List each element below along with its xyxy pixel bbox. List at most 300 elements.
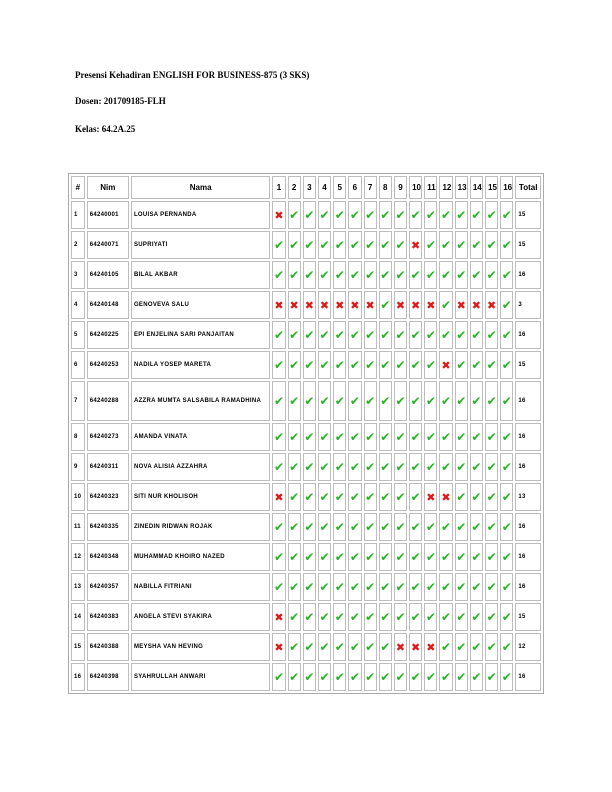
check-icon: ✔ (410, 610, 421, 624)
attendance-cell (333, 573, 346, 601)
check-icon: ✔ (501, 490, 512, 504)
attendance-cell (455, 321, 468, 349)
attendance-cell (500, 483, 513, 511)
check-icon: ✔ (380, 460, 391, 474)
attendance-cell (272, 453, 285, 481)
table-row (71, 351, 541, 379)
attendance-cell (379, 261, 392, 289)
attendance-cell (470, 453, 483, 481)
student-nim: 64240311 (87, 453, 129, 481)
attendance-cell (272, 663, 285, 691)
cross-icon: ✖ (486, 298, 497, 312)
check-icon: ✔ (319, 490, 330, 504)
check-icon: ✔ (456, 670, 467, 684)
table-row (71, 633, 541, 661)
row-number: 4 (71, 291, 85, 319)
attendance-cell (272, 201, 285, 229)
attendance-cell (272, 513, 285, 541)
check-icon: ✔ (319, 238, 330, 252)
attendance-cell (379, 573, 392, 601)
check-icon: ✔ (289, 358, 300, 372)
check-icon: ✔ (319, 394, 330, 408)
attendance-cell (424, 321, 437, 349)
attendance-cell (424, 483, 437, 511)
check-icon: ✔ (471, 490, 482, 504)
attendance-cell (288, 231, 301, 259)
attendance-cell (272, 543, 285, 571)
check-icon: ✔ (410, 394, 421, 408)
check-icon: ✔ (289, 208, 300, 222)
attendance-cell (318, 423, 331, 451)
attendance-total: 16 (515, 261, 541, 289)
attendance-cell (318, 483, 331, 511)
check-icon: ✔ (380, 520, 391, 534)
check-icon: ✔ (380, 268, 391, 282)
student-name: SITI NUR KHOLISOH (131, 483, 270, 511)
check-icon: ✔ (456, 550, 467, 564)
check-icon: ✔ (486, 580, 497, 594)
row-number: 11 (71, 513, 85, 541)
cross-icon: ✖ (289, 298, 299, 312)
check-icon: ✔ (410, 520, 421, 534)
check-icon: ✔ (349, 490, 360, 504)
attendance-cell (439, 291, 452, 319)
student-name: SYAHRULLAH ANWARI (131, 663, 270, 691)
check-icon: ✔ (456, 490, 467, 504)
attendance-cell (303, 423, 316, 451)
check-icon: ✔ (349, 328, 360, 342)
check-icon: ✔ (395, 358, 406, 372)
check-icon: ✔ (304, 670, 315, 684)
attendance-cell (348, 261, 361, 289)
check-icon: ✔ (319, 268, 330, 282)
row-number: 15 (71, 633, 85, 661)
check-icon: ✔ (289, 430, 300, 444)
attendance-cell (364, 603, 377, 631)
check-icon: ✔ (425, 460, 436, 474)
check-icon: ✔ (471, 550, 482, 564)
attendance-cell (424, 201, 437, 229)
check-icon: ✔ (334, 580, 345, 594)
attendance-cell (409, 603, 422, 631)
attendance-cell (409, 201, 422, 229)
check-icon: ✔ (319, 460, 330, 474)
attendance-cell (379, 201, 392, 229)
attendance-cell (379, 513, 392, 541)
attendance-cell (379, 603, 392, 631)
student-nim: 64240273 (87, 423, 129, 451)
attendance-cell (394, 543, 407, 571)
row-number: 3 (71, 261, 85, 289)
check-icon: ✔ (456, 394, 467, 408)
attendance-cell (470, 231, 483, 259)
student-nim: 64240398 (87, 663, 129, 691)
check-icon: ✔ (319, 610, 330, 624)
attendance-cell (470, 261, 483, 289)
attendance-cell (379, 633, 392, 661)
attendance-cell (333, 483, 346, 511)
attendance-cell (439, 231, 452, 259)
attendance-total: 16 (515, 573, 541, 601)
check-icon: ✔ (365, 580, 376, 594)
attendance-cell (394, 513, 407, 541)
column-header: 16 (500, 176, 513, 199)
check-icon: ✔ (456, 520, 467, 534)
attendance-cell (333, 381, 346, 421)
check-icon: ✔ (456, 430, 467, 444)
check-icon: ✔ (334, 490, 345, 504)
check-icon: ✔ (441, 268, 452, 282)
check-icon: ✔ (425, 358, 436, 372)
attendance-cell (485, 291, 498, 319)
attendance-cell (485, 483, 498, 511)
check-icon: ✔ (365, 430, 376, 444)
check-icon: ✔ (380, 394, 391, 408)
check-icon: ✔ (304, 430, 315, 444)
student-nim: 64240357 (87, 573, 129, 601)
attendance-cell (500, 291, 513, 319)
check-icon: ✔ (273, 328, 284, 342)
attendance-cell (272, 603, 285, 631)
attendance-cell (303, 231, 316, 259)
attendance-cell (424, 453, 437, 481)
attendance-cell (318, 573, 331, 601)
check-icon: ✔ (304, 358, 315, 372)
attendance-cell (394, 453, 407, 481)
check-icon: ✔ (486, 358, 497, 372)
check-icon: ✔ (289, 238, 300, 252)
attendance-cell (409, 381, 422, 421)
attendance-cell (424, 573, 437, 601)
table-row (71, 321, 541, 349)
check-icon: ✔ (410, 268, 421, 282)
check-icon: ✔ (471, 430, 482, 444)
check-icon: ✔ (380, 328, 391, 342)
check-icon: ✔ (273, 394, 284, 408)
attendance-cell (439, 543, 452, 571)
check-icon: ✔ (456, 640, 467, 654)
attendance-cell (288, 201, 301, 229)
check-icon: ✔ (471, 328, 482, 342)
check-icon: ✔ (319, 670, 330, 684)
check-icon: ✔ (425, 394, 436, 408)
check-icon: ✔ (486, 520, 497, 534)
attendance-cell (485, 321, 498, 349)
attendance-cell (272, 351, 285, 379)
attendance-cell (470, 351, 483, 379)
cross-icon: ✖ (395, 640, 406, 654)
check-icon: ✔ (365, 208, 376, 222)
check-icon: ✔ (441, 670, 452, 684)
attendance-cell (379, 663, 392, 691)
attendance-cell (500, 381, 513, 421)
attendance-cell (272, 321, 285, 349)
student-nim: 64240071 (87, 231, 129, 259)
table-row (71, 231, 541, 259)
check-icon: ✔ (456, 268, 467, 282)
attendance-cell (303, 291, 316, 319)
check-icon: ✔ (319, 208, 330, 222)
attendance-cell (424, 381, 437, 421)
attendance-cell (318, 291, 331, 319)
check-icon: ✔ (471, 394, 482, 408)
student-name: LOUISA PERNANDA (131, 201, 270, 229)
student-nim: 64240348 (87, 543, 129, 571)
attendance-cell (394, 381, 407, 421)
attendance-cell (333, 201, 346, 229)
attendance-cell (318, 201, 331, 229)
attendance-cell (409, 453, 422, 481)
check-icon: ✔ (425, 430, 436, 444)
check-icon: ✔ (501, 358, 512, 372)
check-icon: ✔ (349, 640, 360, 654)
attendance-cell (288, 291, 301, 319)
check-icon: ✔ (395, 460, 406, 474)
attendance-cell (485, 663, 498, 691)
check-icon: ✔ (456, 610, 467, 624)
student-name: ZINEDIN RIDWAN ROJAK (131, 513, 270, 541)
attendance-cell (379, 483, 392, 511)
check-icon: ✔ (334, 268, 345, 282)
check-icon: ✔ (501, 460, 512, 474)
student-nim: 64240335 (87, 513, 129, 541)
check-icon: ✔ (425, 520, 436, 534)
attendance-cell (333, 513, 346, 541)
check-icon: ✔ (349, 394, 360, 408)
check-icon: ✔ (349, 610, 360, 624)
attendance-cell (470, 291, 483, 319)
student-nim: 64240225 (87, 321, 129, 349)
check-icon: ✔ (410, 328, 421, 342)
table-row (71, 603, 541, 631)
check-icon: ✔ (334, 238, 345, 252)
check-icon: ✔ (441, 580, 452, 594)
check-icon: ✔ (395, 208, 406, 222)
check-icon: ✔ (365, 550, 376, 564)
check-icon: ✔ (456, 238, 467, 252)
check-icon: ✔ (395, 520, 406, 534)
check-icon: ✔ (486, 550, 497, 564)
attendance-cell (394, 291, 407, 319)
check-icon: ✔ (304, 208, 315, 222)
attendance-cell (439, 603, 452, 631)
check-icon: ✔ (471, 268, 482, 282)
attendance-cell (333, 663, 346, 691)
attendance-total: 12 (515, 633, 541, 661)
check-icon: ✔ (304, 238, 315, 252)
attendance-cell (272, 483, 285, 511)
check-icon: ✔ (486, 268, 497, 282)
check-icon: ✔ (334, 520, 345, 534)
row-number: 9 (71, 453, 85, 481)
check-icon: ✔ (365, 358, 376, 372)
attendance-cell (303, 633, 316, 661)
attendance-cell (470, 573, 483, 601)
attendance-total: 13 (515, 483, 541, 511)
attendance-cell (455, 231, 468, 259)
attendance-cell (500, 543, 513, 571)
column-header: 4 (318, 176, 331, 199)
column-header: 3 (303, 176, 316, 199)
check-icon: ✔ (349, 520, 360, 534)
attendance-cell (424, 261, 437, 289)
check-icon: ✔ (289, 328, 300, 342)
check-icon: ✔ (349, 670, 360, 684)
attendance-cell (394, 633, 407, 661)
attendance-total: 16 (515, 513, 541, 541)
attendance-cell (288, 321, 301, 349)
check-icon: ✔ (365, 640, 376, 654)
attendance-cell (288, 513, 301, 541)
check-icon: ✔ (334, 550, 345, 564)
attendance-cell (470, 513, 483, 541)
check-icon: ✔ (441, 520, 452, 534)
check-icon: ✔ (380, 640, 391, 654)
attendance-cell (409, 351, 422, 379)
row-number: 7 (71, 381, 85, 421)
attendance-cell (303, 483, 316, 511)
attendance-cell (409, 261, 422, 289)
attendance-cell (409, 663, 422, 691)
check-icon: ✔ (471, 520, 482, 534)
attendance-cell (439, 423, 452, 451)
check-icon: ✔ (319, 430, 330, 444)
attendance-total: 15 (515, 351, 541, 379)
column-header: 6 (348, 176, 361, 199)
attendance-cell (364, 483, 377, 511)
attendance-cell (318, 663, 331, 691)
attendance-cell (348, 381, 361, 421)
column-header: 5 (333, 176, 346, 199)
check-icon: ✔ (380, 550, 391, 564)
attendance-cell (485, 261, 498, 289)
attendance-cell (394, 663, 407, 691)
check-icon: ✔ (441, 460, 452, 474)
student-nim: 64240105 (87, 261, 129, 289)
check-icon: ✔ (319, 328, 330, 342)
attendance-cell (485, 351, 498, 379)
check-icon: ✔ (349, 208, 360, 222)
attendance-cell (364, 543, 377, 571)
check-icon: ✔ (486, 640, 497, 654)
column-header: Total (515, 176, 541, 199)
check-icon: ✔ (334, 640, 345, 654)
row-number: 8 (71, 423, 85, 451)
check-icon: ✔ (334, 358, 345, 372)
attendance-cell (318, 261, 331, 289)
check-icon: ✔ (380, 670, 391, 684)
check-icon: ✔ (395, 610, 406, 624)
check-icon: ✔ (425, 550, 436, 564)
column-header: 10 (409, 176, 422, 199)
row-number: 13 (71, 573, 85, 601)
attendance-cell (318, 321, 331, 349)
check-icon: ✔ (304, 394, 315, 408)
attendance-cell (409, 291, 422, 319)
check-icon: ✔ (441, 208, 452, 222)
attendance-cell (409, 321, 422, 349)
attendance-cell (318, 351, 331, 379)
table-row (71, 573, 541, 601)
attendance-cell (485, 543, 498, 571)
attendance-cell (348, 543, 361, 571)
check-icon: ✔ (486, 238, 497, 252)
check-icon: ✔ (380, 298, 391, 312)
cross-icon: ✖ (274, 610, 284, 624)
attendance-cell (364, 573, 377, 601)
attendance-cell (455, 573, 468, 601)
check-icon: ✔ (486, 430, 497, 444)
attendance-cell (348, 351, 361, 379)
attendance-cell (364, 381, 377, 421)
student-name: NADILA YOSEP MARETA (131, 351, 270, 379)
attendance-cell (379, 381, 392, 421)
lecturer-label: Dosen: 201709185-FLH (75, 96, 166, 106)
attendance-cell (424, 513, 437, 541)
check-icon: ✔ (319, 520, 330, 534)
attendance-cell (470, 381, 483, 421)
check-icon: ✔ (471, 610, 482, 624)
check-icon: ✔ (365, 328, 376, 342)
column-header: 9 (394, 176, 407, 199)
check-icon: ✔ (273, 520, 284, 534)
check-icon: ✔ (334, 670, 345, 684)
check-icon: ✔ (365, 670, 376, 684)
student-name: SUPRIYATI (131, 231, 270, 259)
attendance-cell (364, 663, 377, 691)
attendance-cell (394, 603, 407, 631)
check-icon: ✔ (486, 460, 497, 474)
attendance-cell (439, 321, 452, 349)
check-icon: ✔ (471, 208, 482, 222)
check-icon: ✔ (410, 580, 421, 594)
attendance-cell (272, 423, 285, 451)
check-icon: ✔ (334, 208, 345, 222)
check-icon: ✔ (334, 394, 345, 408)
attendance-cell (394, 423, 407, 451)
attendance-cell (424, 351, 437, 379)
attendance-cell (364, 453, 377, 481)
attendance-cell (364, 231, 377, 259)
attendance-cell (424, 633, 437, 661)
check-icon: ✔ (425, 610, 436, 624)
attendance-cell (500, 261, 513, 289)
attendance-cell (303, 603, 316, 631)
check-icon: ✔ (441, 238, 452, 252)
check-icon: ✔ (410, 358, 421, 372)
check-icon: ✔ (471, 580, 482, 594)
check-icon: ✔ (486, 208, 497, 222)
attendance-cell (288, 381, 301, 421)
column-header: 15 (485, 176, 498, 199)
attendance-cell (303, 261, 316, 289)
attendance-cell (333, 231, 346, 259)
attendance-cell (303, 321, 316, 349)
check-icon: ✔ (441, 640, 452, 654)
attendance-cell (303, 351, 316, 379)
student-name: GENOVEVA SALU (131, 291, 270, 319)
attendance-cell (455, 483, 468, 511)
check-icon: ✔ (456, 580, 467, 594)
column-header: 13 (455, 176, 468, 199)
check-icon: ✔ (380, 238, 391, 252)
attendance-cell (348, 663, 361, 691)
attendance-cell (364, 291, 377, 319)
check-icon: ✔ (289, 640, 300, 654)
attendance-cell (455, 543, 468, 571)
check-icon: ✔ (304, 610, 315, 624)
check-icon: ✔ (425, 328, 436, 342)
